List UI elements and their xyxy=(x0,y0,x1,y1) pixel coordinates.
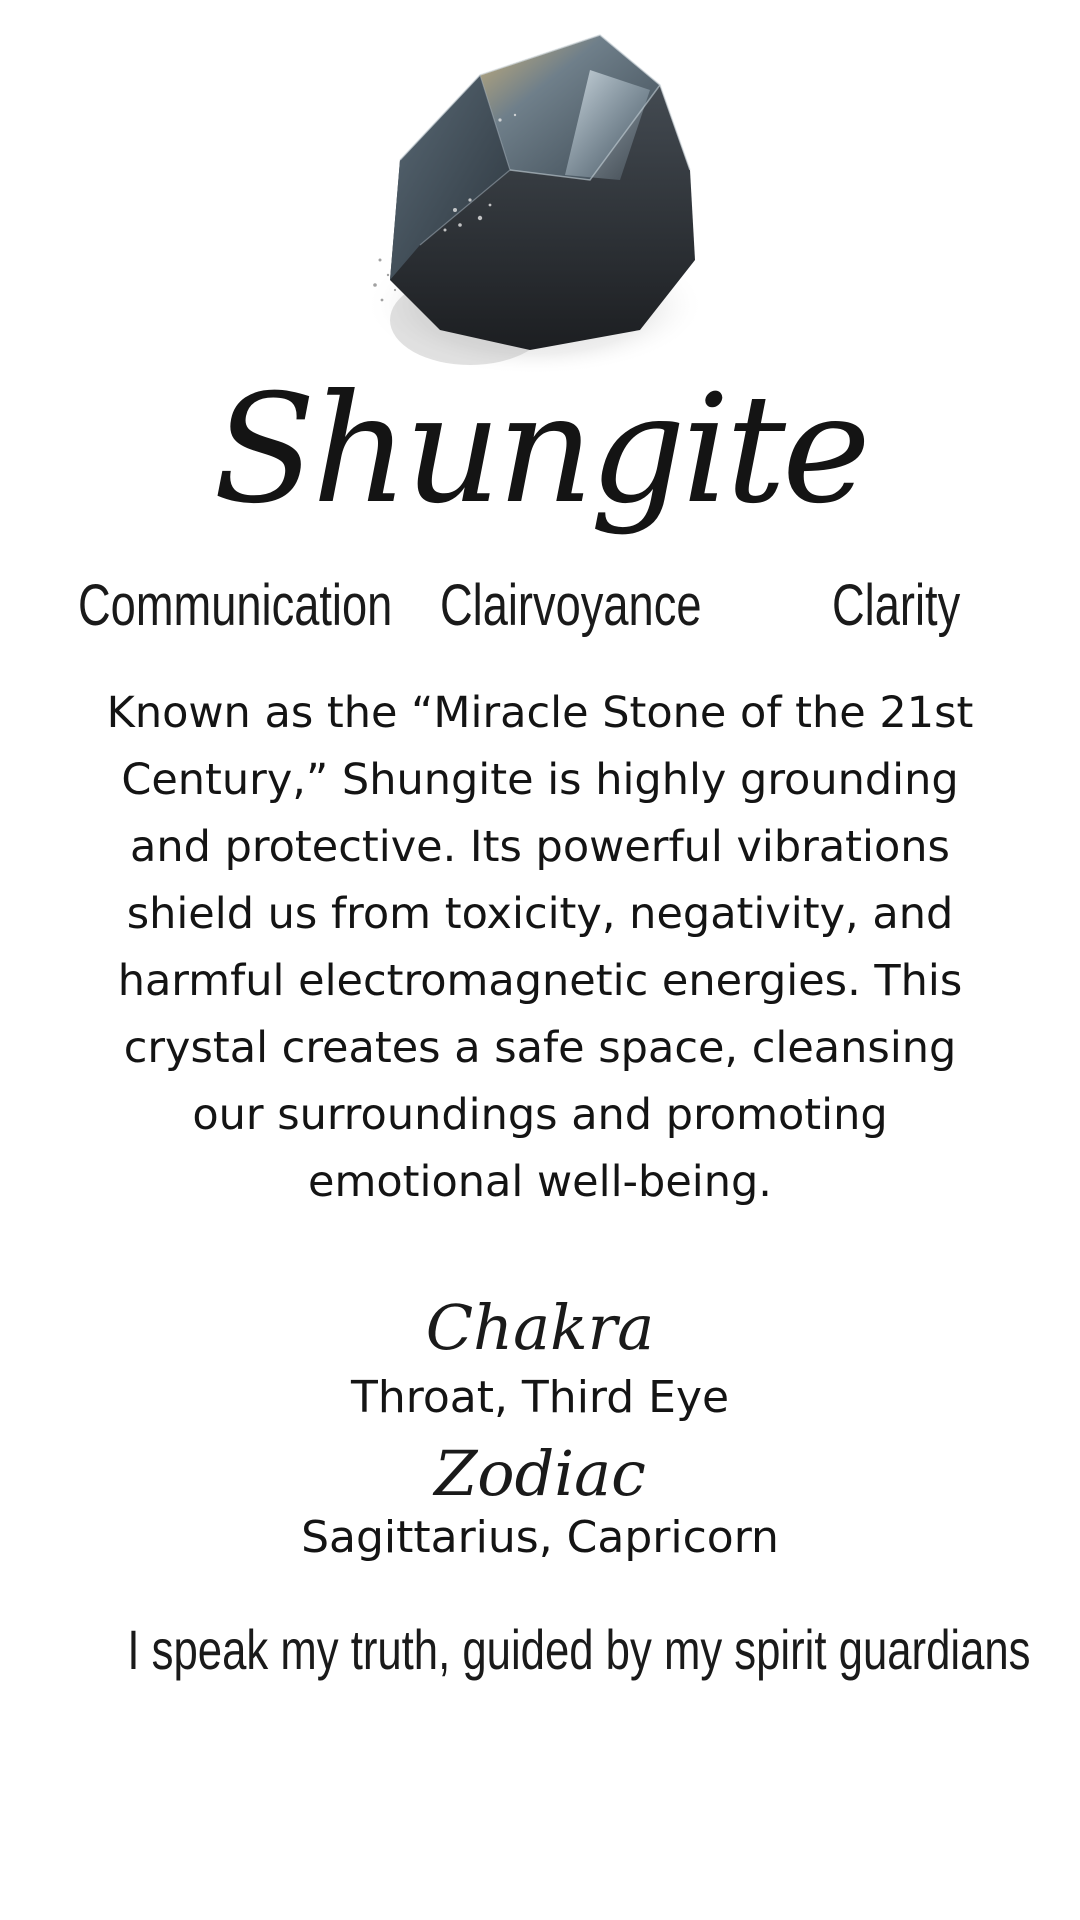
property-communication: Communication xyxy=(78,573,393,638)
zodiac-value: Sagittarius, Capricorn xyxy=(301,1512,779,1563)
property-clarity: Clarity xyxy=(832,573,961,638)
stone-description: Known as the “Miracle Stone of the 21st Century,” Shungite is highly grounding and protective. Its powerful vibrations shield us from toxicity, negativity, and harmful electromagnetic energies. This crystal creates a safe space, cleansing our surroundings and promoting emotional well-being. xyxy=(106,688,974,1207)
zodiac-label: Zodiac xyxy=(434,1437,646,1510)
stone-title: Shungite xyxy=(213,363,867,537)
shungite-stone-illustration xyxy=(360,30,740,390)
chakra-value: Throat, Third Eye xyxy=(350,1372,730,1423)
properties-row xyxy=(0,566,1080,646)
property-clairvoyance: Clairvoyance xyxy=(440,573,702,638)
affirmation xyxy=(0,1610,1080,1690)
affirmation-text: I speak my truth, guided by my spirit guardians xyxy=(127,1618,1031,1681)
chakra-label: Chakra xyxy=(425,1291,655,1364)
